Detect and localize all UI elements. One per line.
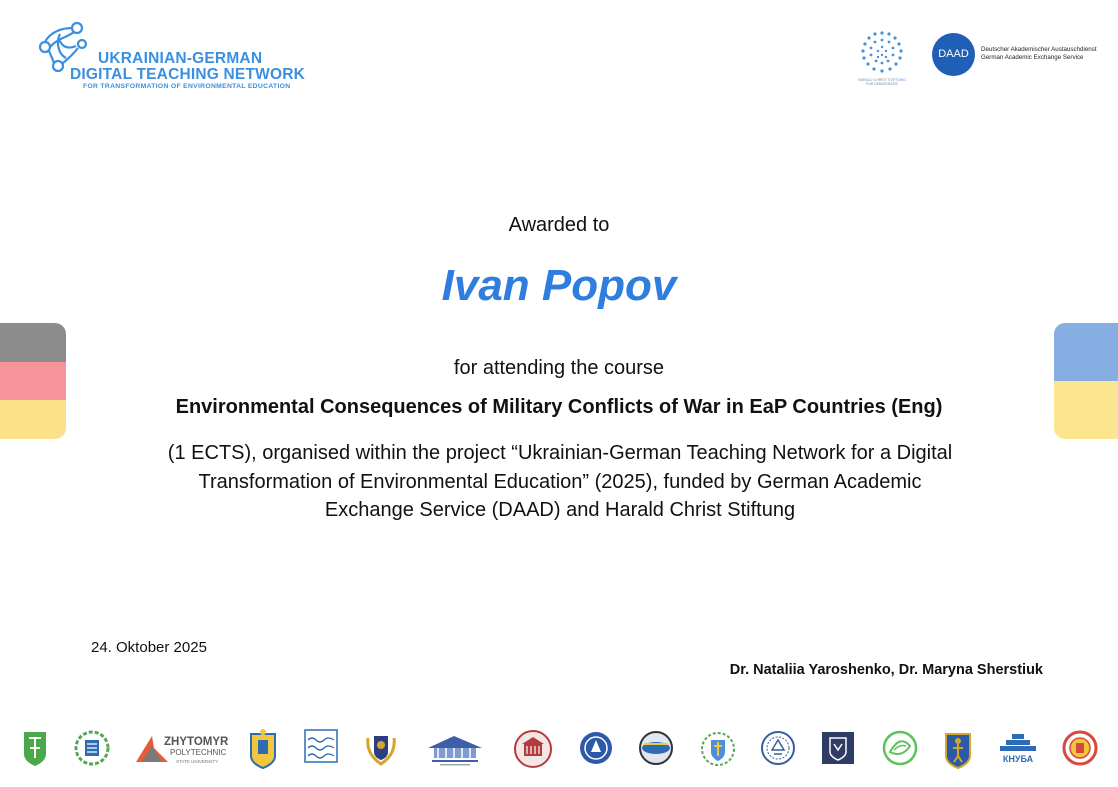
building-roof-icon bbox=[424, 728, 486, 768]
network-logo-line1: UKRAINIAN-GERMAN bbox=[98, 50, 263, 67]
zhytomyr-line2: POLYTECHNIC bbox=[170, 748, 227, 757]
harald-christ-logo bbox=[856, 28, 908, 90]
coat-of-arms-icon bbox=[700, 728, 736, 770]
partner-logo-zhytomyr bbox=[134, 728, 230, 772]
network-logo-line2: DIGITAL TEACHING NETWORK bbox=[70, 66, 305, 83]
partner-logo-waves bbox=[304, 728, 338, 772]
partner-logo-wreath-emblem bbox=[72, 728, 112, 772]
daad-name-en: German Academic Exchange Service bbox=[981, 54, 1084, 61]
dark-shield-icon bbox=[820, 728, 856, 768]
network-logo bbox=[36, 20, 316, 94]
round-seal-icon bbox=[760, 728, 796, 768]
zhytomyr-line1: ZHYTOMYR bbox=[164, 736, 229, 748]
green-leaf-icon bbox=[880, 728, 920, 768]
recipient-name: Ivan Popov bbox=[441, 261, 677, 310]
knuba-label: КНУБА bbox=[1002, 754, 1034, 764]
issue-date: 24. Oktober 2025 bbox=[91, 639, 207, 656]
golden-figure-crest-icon bbox=[942, 728, 974, 770]
daad-name bbox=[981, 46, 1097, 62]
dotted-circle-icon bbox=[856, 28, 908, 78]
partner-logo-yellow-crest bbox=[247, 728, 279, 772]
partner-logo-green-shield bbox=[22, 728, 48, 772]
partner-logo-polytechnic-building bbox=[424, 728, 486, 772]
partner-logo-dark-shield bbox=[820, 728, 856, 772]
description-line: Transformation of Environmental Education” (2025), funded by German Academic bbox=[198, 470, 922, 493]
ukrainian-flag bbox=[1054, 323, 1118, 439]
zhytomyr-line3: STATE UNIVERSITY bbox=[176, 759, 219, 764]
partner-logo-golden-figure-crest bbox=[942, 728, 974, 772]
red-ring-icon bbox=[1060, 728, 1100, 768]
daad-name-de: Deutscher Akademischer Austauschdienst bbox=[981, 46, 1097, 53]
partner-logo-laurel-crest bbox=[364, 728, 398, 772]
knuba-blocks-icon bbox=[996, 728, 1040, 768]
description-line: (1 ECTS), organised within the project “Ukrainian-German Teaching Network for a Digital bbox=[167, 442, 953, 464]
awarded-label: Awarded to bbox=[508, 214, 610, 236]
daad-badge: DAAD bbox=[932, 33, 975, 76]
wreath-emblem-icon bbox=[72, 728, 112, 768]
zhytomyr-triangle-icon bbox=[134, 728, 230, 768]
partner-logo-red-seal bbox=[512, 728, 554, 772]
laurel-crest-icon bbox=[364, 728, 398, 770]
partner-logo-red-ring bbox=[1060, 728, 1100, 772]
partner-logo-blue-round bbox=[578, 728, 614, 772]
partner-logo-coat-of-arms bbox=[700, 728, 736, 772]
harald-christ-caption: HARALD CHRIST STIFTUNG FÜR DEMOKRATIE bbox=[858, 78, 906, 86]
red-seal-icon bbox=[512, 728, 554, 770]
daad-logo bbox=[932, 33, 1102, 77]
partner-logo-knuba bbox=[996, 728, 1040, 772]
german-flag-stripe-black bbox=[0, 323, 66, 362]
description-line: Exchange Service (DAAD) and Harald Christ Stiftung bbox=[324, 499, 796, 521]
waves-icon bbox=[304, 728, 338, 764]
signatories: Dr. Nataliia Yaroshenko, Dr. Maryna Sherstiuk bbox=[729, 662, 1043, 678]
attending-label: for attending the course bbox=[453, 357, 665, 379]
blue-round-icon bbox=[578, 728, 614, 768]
partner-logo-green-leaf bbox=[880, 728, 920, 772]
german-flag bbox=[0, 323, 66, 439]
course-title: Environmental Consequences of Military Conflicts of War in EaP Countries (Eng) bbox=[175, 396, 943, 418]
yellow-crest-icon bbox=[247, 728, 279, 770]
partner-logo-globe bbox=[638, 728, 674, 772]
partner-logo-round-seal bbox=[760, 728, 796, 772]
green-shield-icon bbox=[22, 728, 48, 768]
globe-icon bbox=[638, 728, 674, 768]
course-description bbox=[100, 439, 1020, 525]
network-logo-line3: FOR TRANSFORMATION OF ENVIRONMENTAL EDUCATION bbox=[83, 83, 291, 90]
